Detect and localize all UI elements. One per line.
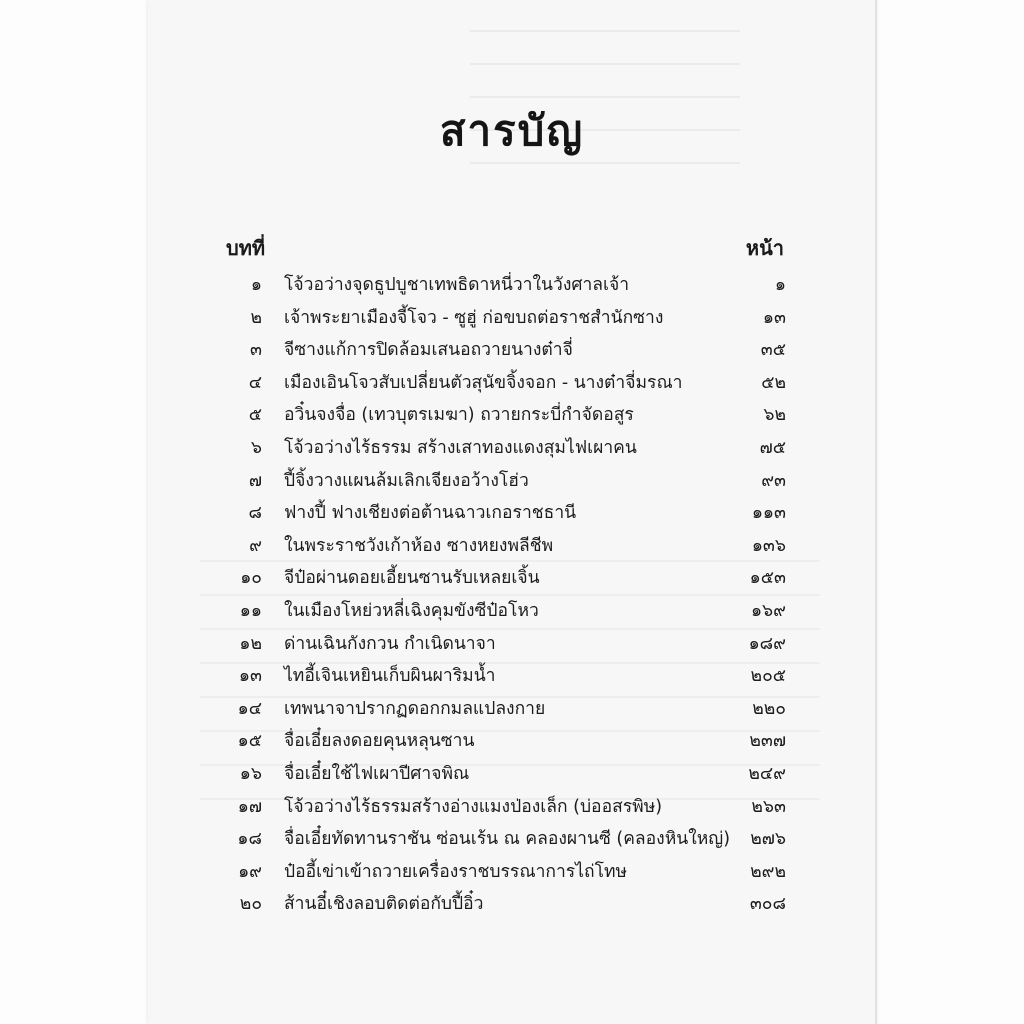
page-number: ๒๗๖ <box>750 829 786 850</box>
page-number: ๒๔๙ <box>748 763 786 784</box>
toc-entry <box>220 363 786 396</box>
chapter-number: ๘ <box>248 503 262 524</box>
chapter-number: ๑๖ <box>239 763 262 784</box>
chapter-title: โจ้วอว่างไร้ธรรม สร้างเสาทองแดงสุมไฟเผาคน <box>284 437 637 458</box>
chapter-number: ๑๑ <box>239 600 262 621</box>
chapter-number: ๑๐ <box>240 568 262 589</box>
chapter-title: จื่อเอี๋ยใช้ไฟเผาปีศาจพิณ <box>284 763 470 784</box>
chapter-title: ด่านเฉินกังกวน กำเนิดนาจา <box>284 633 496 654</box>
toc-entry <box>220 689 786 722</box>
toc-entry <box>220 493 786 526</box>
page-number: ๗๕ <box>759 437 786 458</box>
toc-entry <box>220 395 786 428</box>
chapter-number: ๑๒ <box>239 633 262 654</box>
chapter-number: ๒๐ <box>239 894 262 915</box>
chapter-title: จีซางแก้การปิดล้อมเสนอถวายนางต๋าจี่ <box>284 340 573 361</box>
chapter-title: ในเมืองโหย่วหลี่เฉิงคุมขังซีป๋อโหว <box>284 600 539 621</box>
chapter-title: โจ้วอว่างจุดธูปบูชาเทพธิดาหนี่วาในวังศาลเจ้า <box>284 275 630 295</box>
chapter-number: ๑๙ <box>238 861 262 882</box>
chapter-number: ๓ <box>250 340 262 361</box>
toc-entry <box>220 852 786 885</box>
chapter-number: ๔ <box>248 372 262 393</box>
chapter-title: ไทอี้เจินเหยินเก็บผินผาริมน้ำ <box>284 666 496 687</box>
table-of-contents <box>220 265 786 917</box>
page-number: ๓๕ <box>760 340 786 361</box>
toc-entry <box>220 526 786 559</box>
chapter-number: ๑ <box>250 275 262 295</box>
page-number: ๒๒๐ <box>752 698 786 719</box>
chapter-title: อวิ๋นจงจื่อ (เทวบุตรเมฆา) ถวายกระบี่กำจัดอสูร <box>284 405 634 426</box>
chapter-number: ๑๗ <box>237 796 262 817</box>
toc-entry <box>220 624 786 657</box>
toc-entry <box>220 754 786 787</box>
page-number: ๑๓ <box>762 307 786 328</box>
toc-entry <box>220 721 786 754</box>
chapter-column-header: บทที่ <box>226 236 266 260</box>
toc-entry <box>220 591 786 624</box>
page-number: ๓๐๘ <box>749 894 786 915</box>
chapter-title: ป๋ออี้เข่าเข้าถวายเครื่องราชบรรณาการไถ่โทษ <box>284 861 628 882</box>
toc-entry <box>220 558 786 591</box>
page-number: ๒๖๓ <box>751 796 786 817</box>
chapter-number: ๑๘ <box>237 829 262 850</box>
toc-entry <box>220 819 786 852</box>
chapter-number: ๒ <box>250 307 262 328</box>
chapter-number: ๑๓ <box>238 666 262 687</box>
toc-entry <box>220 298 786 331</box>
chapter-number: ๖ <box>250 437 262 458</box>
toc-entry <box>220 656 786 689</box>
chapter-number: ๑๔ <box>237 698 262 719</box>
chapter-number: ๕ <box>248 405 262 426</box>
page-number: ๙๓ <box>761 470 786 491</box>
toc-entry <box>220 265 786 298</box>
page-number: ๑๕๓ <box>749 568 786 589</box>
page-number: ๑๓๖ <box>751 535 786 556</box>
toc-entry <box>220 461 786 494</box>
chapter-number: ๗ <box>248 470 262 491</box>
page-number: ๑ <box>774 275 786 295</box>
chapter-title: ฟางปี้ ฟางเชียงต่อต้านฉาวเกอราชธานี <box>284 503 577 524</box>
chapter-title: โจ้วอว่างไร้ธรรมสร้างอ่างแมงป่องเล็ก (บ่ออสรพิษ) <box>284 796 663 817</box>
toc-entry <box>220 330 786 363</box>
page-column-header: หน้า <box>745 236 784 260</box>
chapter-title: จีป๋อผ่านดอยเอี้ยนซานรับเหลยเจิ้น <box>284 568 540 589</box>
page-number: ๑๘๙ <box>748 633 786 654</box>
chapter-title: ปี้จิ้งวางแผนล้มเลิกเจียงอว้างโฮ่ว <box>284 470 529 491</box>
chapter-number: ๑๕ <box>237 731 262 752</box>
page-number: ๒๐๕ <box>750 666 786 687</box>
chapter-title: เทพนาจาปรากฏดอกกมลแปลงกาย <box>284 698 546 719</box>
chapter-title: เจ้าพระยาเมืองจี้โจว - ซูฮู่ ก่อขบถต่อราชสำนักซาง <box>284 307 664 328</box>
chapter-title: จื่อเอี๋ยทัดทานราชัน ซ่อนเร้น ณ คลองผานซี (คลองหินใหญ่) <box>284 829 731 850</box>
chapter-number: ๙ <box>249 535 262 556</box>
page-number: ๑๑๓ <box>751 503 786 524</box>
page-number: ๕๒ <box>761 372 786 393</box>
chapter-title: เมืองเอินโจวสับเปลี่ยนตัวสุนัขจิ้งจอก - นางต๋าจี่มรณา <box>284 372 683 393</box>
page-number: ๒๙๒ <box>750 861 786 882</box>
toc-entry <box>220 884 786 917</box>
chapter-title: ส้านอี๋เชิงลอบติดต่อกับปี้อิ๋ว <box>284 894 484 915</box>
toc-entry <box>220 428 786 461</box>
chapter-title: ในพระราชวังเก้าห้อง ซางหยงพลีชีพ <box>284 535 554 556</box>
page-number: ๑๖๙ <box>750 600 786 621</box>
page-number: ๖๒ <box>763 405 786 426</box>
chapter-title: จื่อเอี๋ยลงดอยคุนหลุนซาน <box>284 731 475 752</box>
toc-entry <box>220 787 786 820</box>
page-number: ๒๓๗ <box>749 731 786 752</box>
page-title: สารบัญ <box>439 106 585 155</box>
